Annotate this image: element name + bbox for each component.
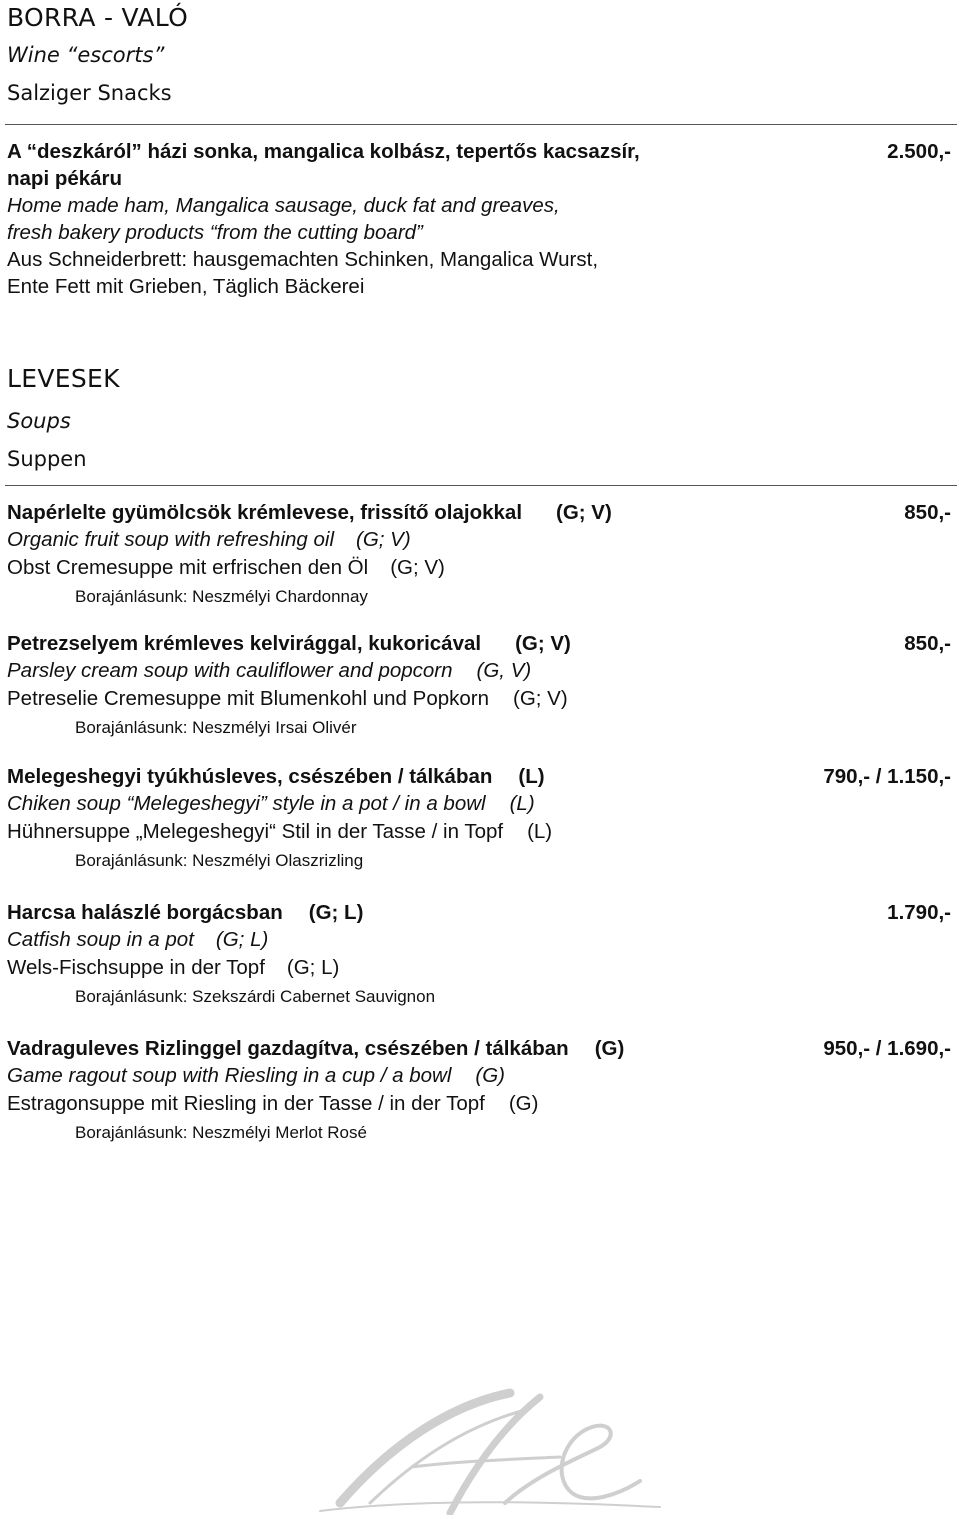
section-subtitle-de: Salziger Snacks [7, 81, 172, 105]
wine-recommendation: Borajánlásunk: Neszmélyi Irsai Olivér [75, 718, 357, 737]
item-name-hu: Melegeshegyi tyúkhúsleves, csészében / tálkában (L) 790,- / 1.150,- [7, 765, 951, 788]
allergen-tag: (G; L) [286, 956, 340, 979]
allergen-tag: (G, V) [476, 659, 532, 682]
item-name-hu: Harcsa halászlé borgácsban (G; L) 1.790,- [7, 901, 951, 924]
menu-item-soup [7, 763, 951, 875]
wine-recommendation: Borajánlásunk: Neszmélyi Chardonnay [75, 587, 368, 606]
item-name-hu: Napérlelte gyümölcsök krémlevese, frissítő olajokkal (G; V) 850,- [7, 501, 951, 524]
allergen-tag: (G) [475, 1064, 506, 1087]
item-name-de: Aus Schneiderbrett: hausgemachten Schinken, Mangalica Wurst, [7, 248, 599, 271]
snacks-section-header [7, 3, 188, 106]
allergen-tag: (G) [508, 1092, 539, 1115]
item-name-hu: Vadraguleves Rizlinggel gazdagítva, csészében / tálkában (G) 950,- / 1.690,- [7, 1037, 951, 1060]
allergen-tag: (G) [594, 1037, 625, 1060]
allergen-tag: (L) [518, 765, 545, 788]
item-name-hu-cont: napi pékáru [7, 167, 123, 190]
soups-section-header [7, 364, 120, 472]
menu-item-soup [7, 1035, 951, 1147]
item-name-hu: Petrezselyem krémleves kelvirággal, kukoricával (G; V) 850,- [7, 632, 951, 655]
menu-item-soup [7, 899, 951, 1011]
item-name-de: Obst Cremesuppe mit erfrischen den Öl (G; V) [7, 556, 445, 579]
item-price: 950,- / 1.690,- [823, 1037, 951, 1060]
allergen-tag: (G; L) [308, 901, 364, 924]
section-title: BORRA - VALÓ [7, 3, 189, 32]
item-name-en: Organic fruit soup with refreshing oil (G; V) [7, 528, 411, 551]
item-name-hu: A “deszkáról” házi sonka, mangalica kolbász, tepertős kacsazsír, 2.500,- [7, 140, 951, 163]
item-price: 850,- [904, 501, 951, 524]
allergen-tag: (G; V) [513, 687, 568, 710]
menu-item-snack-board [7, 138, 951, 300]
item-name-de: Petreselie Cremesuppe mit Blumenkohl und Popkorn (G; V) [7, 687, 568, 710]
section-divider [5, 124, 957, 125]
item-name-en: Home made ham, Mangalica sausage, duck fat and greaves, [7, 194, 560, 217]
allergen-tag: (G; V) [390, 556, 445, 579]
allergen-tag: (L) [509, 792, 535, 815]
section-subtitle-de: Suppen [7, 447, 87, 471]
item-name-de: Hühnersuppe „Melegeshegyi“ Stil in der Tasse / in Topf (L) [7, 820, 553, 843]
item-name-de-cont: Ente Fett mit Grieben, Täglich Bäckerei [7, 275, 365, 298]
section-subtitle-en: Wine “escorts” [7, 43, 165, 67]
item-name-en: Parsley cream soup with cauliflower and popcorn (G, V) [7, 659, 532, 682]
item-name-en-cont: fresh bakery products “from the cutting board” [7, 221, 423, 244]
allergen-tag: (L) [527, 820, 553, 843]
item-price: 2.500,- [887, 140, 951, 163]
allergen-tag: (G; V) [515, 632, 571, 655]
section-subtitle-en: Soups [7, 409, 71, 433]
item-price: 790,- / 1.150,- [823, 765, 951, 788]
allergen-tag: (G; V) [556, 501, 612, 524]
item-name-en: Catfish soup in a pot (G; L) [7, 928, 269, 951]
item-name-de: Wels-Fischsuppe in der Topf (G; L) [7, 956, 340, 979]
item-name-de: Estragonsuppe mit Riesling in der Tasse / in der Topf (G) [7, 1092, 539, 1115]
wine-recommendation: Borajánlásunk: Neszmélyi Olaszrizling [75, 851, 364, 870]
item-price: 1.790,- [887, 901, 951, 924]
allergen-tag: (G; L) [215, 928, 269, 951]
wine-recommendation: Borajánlásunk: Szekszárdi Cabernet Sauvignon [75, 987, 436, 1006]
allergen-tag: (G; V) [356, 528, 411, 551]
section-divider [5, 485, 957, 486]
item-name-en: Game ragout soup with Riesling in a cup / a bowl (G) [7, 1064, 506, 1087]
section-title: LEVESEK [7, 364, 120, 393]
restaurant-monogram-logo-icon [300, 1385, 680, 1515]
item-name-en: Chiken soup “Melegeshegyi” style in a pot / in a bowl (L) [7, 792, 535, 815]
wine-recommendation: Borajánlásunk: Neszmélyi Merlot Rosé [75, 1123, 367, 1142]
menu-item-soup [7, 630, 951, 742]
menu-item-soup [7, 499, 951, 611]
item-price: 850,- [904, 632, 951, 655]
